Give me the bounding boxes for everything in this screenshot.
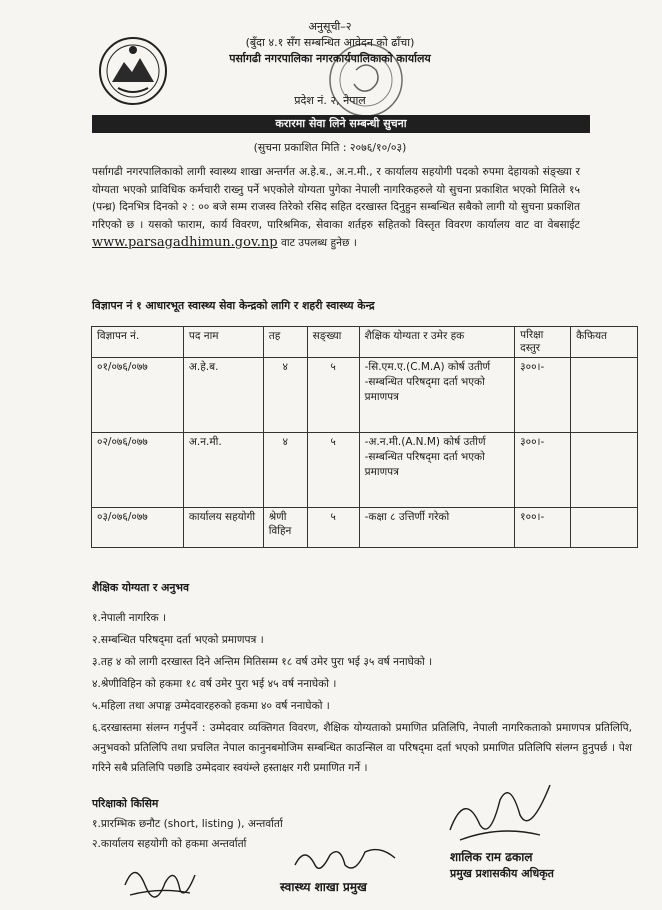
cell-post: अ.हे.ब. <box>183 358 263 433</box>
cell-qualification <box>359 358 515 433</box>
cell-count: ५ <box>307 433 359 508</box>
vacancy-table <box>91 326 638 548</box>
qualification-section-title: शैक्षिक योग्यता र अनुभव <box>92 581 190 594</box>
cell-qualification <box>359 433 515 508</box>
cell-level: श्रेणी विहिन <box>263 508 307 548</box>
cell-ad-no: ०३/०७६/०७७ <box>92 508 184 548</box>
cell-fee: १००।- <box>515 508 571 548</box>
cell-level: ४ <box>263 358 307 433</box>
notice-title-bar: करारमा सेवा लिने सम्बन्धी सुचना <box>92 115 590 133</box>
table-title: विज्ञापन नं १ आधारभूत स्वास्थ्य सेवा केन्द्रको लागि र शहरी स्वास्थ्य केन्द्र <box>92 299 375 312</box>
qualification-line: -सम्बन्धित परिषद्‌मा दर्ता भएको प्रमाणपत्र <box>364 376 485 403</box>
qualification-line: -कक्षा ८ उत्तिर्णी गरेको <box>364 511 450 523</box>
cell-qualification <box>359 508 515 548</box>
cell-fee: ३००।- <box>515 358 571 433</box>
qualification-line: -सम्बन्धित परिषद्‌मा दर्ता भएको प्रमाणपत्र <box>364 451 485 478</box>
website-suffix: वाट उपलब्ध हुनेछ । <box>277 237 357 249</box>
cell-post: अ.न.मी. <box>183 433 263 508</box>
header-remarks: कैफियत <box>571 327 638 358</box>
signature-left <box>120 855 200 905</box>
header-ad-no: विज्ञापन नं. <box>92 327 184 358</box>
province-line: प्रदेश नं. २, नेपाल <box>294 94 366 107</box>
cell-post: कार्यालय सहयोगी <box>183 508 263 548</box>
qualification-item: २.सम्बन्धित परिषद्‌मा दर्ता भएको प्रमाणपत्र । <box>92 634 264 646</box>
cell-remarks <box>571 508 638 548</box>
cell-count: ५ <box>307 508 359 548</box>
table-row <box>92 508 638 548</box>
health-branch-chief-label: स्वास्थ्य शाखा प्रमुख <box>280 880 367 894</box>
qualification-item: ६.दरखास्तमा संलग्न गर्नुपर्ने : उम्मेदवार व्यक्तिगत विवरण, शैक्षिक योग्यताको प्रमाणित प्रतिलिपि, नेपाली नागरिकताको प्रमाणपत्र प्रतिलिपि, अनुभवको प्रतिलिपि तथा प्रचलित नेपाल कानुनबमोजिम सम्बन्धित काउन्सिल वा परिषद्‌मा दर्ता भएको प्रमाणित प्रतिलिपि संलग्न हुनुपर्छ । पेश गरिने सबै प्रतिलिपि पछाडि उम्मेदवार स्वयंम्ले हस्ताक्षर गरी प्रमाणित गर्ने । <box>92 722 632 774</box>
intro-text: पर्सागढी नगरपालिकाको लागी स्वास्थ्य शाखा अन्तर्गत अ.हे.ब., अ.न.मी., र कार्यालय सहयोगी पदको रुपमा देहायको संङ्ख्या र योग्यता भएको प्राविधिक कर्मचारी राख्नु पर्ने भएकोले योग्यता पुगेका नेपाली नागरिकहरुले यो सुचना प्रकाशित भएको मितिले १५ (पन्ध्र) दिनभित्र दिनको २ : ०० बजे सम्म राजस्व तिरेको रसिद सहित दरखास्त दिनुहुन सम्बन्धित सबैको लागी यो सुचना प्रकाशित गरिएको छ । यसको फाराम, कार्य विवरण, पारिश्रमिक, सेवाका शर्तहरु सहितको विस्तृत विवरण कार्यालय वाट वा वेबसाईट <box>92 166 580 231</box>
header-post: पद नाम <box>183 327 263 358</box>
cell-level: ४ <box>263 433 307 508</box>
header-fee: परिक्षा दस्तुर <box>515 327 571 358</box>
table-header-row <box>92 327 638 358</box>
cell-count: ५ <box>307 358 359 433</box>
office-name: पर्सागढी नगरपालिका नगरकार्यपालिकाको कार्यालय <box>229 52 431 65</box>
cell-ad-no: ०१/०७६/०७७ <box>92 358 184 433</box>
exam-item: २.कार्यालय सहयोगी को हकमा अन्तर्वार्ता <box>92 838 247 850</box>
qualification-item: १.नेपाली नागरिक । <box>92 612 166 624</box>
exam-section-title: परिक्षाको किसिम <box>92 797 159 810</box>
header-level: तह <box>263 327 307 358</box>
qualification-item: ५.महिला तथा अपाङ्ग उम्मेदवारहरुको हकमा ४० वर्ष ननाघेको । <box>92 700 330 712</box>
exam-item: १.प्रारम्भिक छनौट (short, listing ), अन्तर्वार्ता <box>92 818 283 830</box>
officer-name: शालिक राम ढकाल <box>450 850 533 864</box>
cell-remarks <box>571 433 638 508</box>
qualification-line: -सि.एम.ए.(C.M.A) कोर्ष उतीर्ण <box>364 361 491 373</box>
nepal-emblem-logo <box>98 36 168 106</box>
header-count: सङ्ख्या <box>307 327 359 358</box>
cell-remarks <box>571 358 638 433</box>
website-link[interactable]: www.parsagadhimun.gov.np <box>92 235 278 250</box>
published-date: (सुचना प्रकाशित मिति : २०७६/१०/०३) <box>253 141 407 154</box>
cell-fee: ३००।- <box>515 433 571 508</box>
table-row <box>92 433 638 508</box>
header-subtitle: (बुँदा ४.१ सँग सम्बन्धित आवेदन को ढाँचा) <box>245 36 415 49</box>
schedule-label: अनुसूची–२ <box>308 20 352 33</box>
cell-ad-no: ०२/०७६/०७७ <box>92 433 184 508</box>
signature-right <box>440 770 560 850</box>
qualification-item: ४.श्रेणीविहिन को हकमा १८ वर्ष उमेर पुरा भई ४५ वर्ष ननाघेको । <box>92 678 337 690</box>
header-qualification: शैक्षिक योग्यता र उमेर हक <box>359 327 515 358</box>
qualification-line: -अ.न.मी.(A.N.M) कोर्ष उतीर्ण <box>364 436 486 448</box>
intro-paragraph <box>92 164 580 253</box>
qualification-item: ३.तह ४ को लागी दरखास्त दिने अन्तिम मितिसम्म १८ वर्ष उमेर पुरा भई ३५ वर्ष ननाघेको । <box>92 656 433 668</box>
officer-title: प्रमुख प्रशासकीय अधिकृत <box>450 867 554 880</box>
signature-middle <box>290 840 400 880</box>
table-row <box>92 358 638 433</box>
